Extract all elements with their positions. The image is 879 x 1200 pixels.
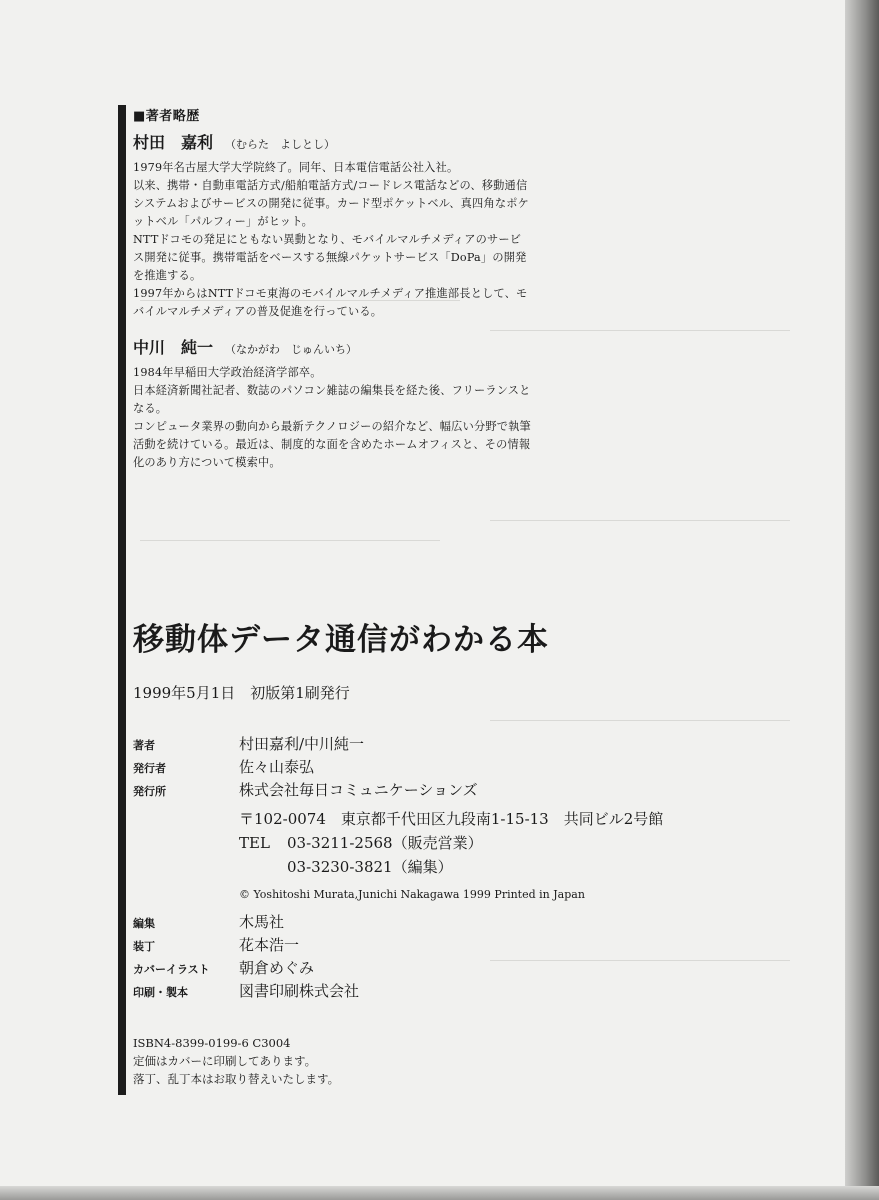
credit-value: 図書印刷株式会社 [239,982,360,1000]
author-bio-section [133,105,813,486]
author-name-nakagawa [133,335,813,358]
bio-heading: ■著者略歴 [133,109,200,124]
bio-line: 1984年早稲田大学政治経済学部卒。 [133,366,322,379]
author-bio-murata [133,159,813,321]
office-label: 発行所 [133,785,166,798]
bio-line: 1979年名古屋大学大学院終了。同年、日本電信電話公社入社。 [133,161,459,174]
bio-line: ットベル「パルフィー」がヒット。 [133,215,313,228]
author-name-text: 村田 嘉利 [133,133,214,152]
author-name-murata [133,130,813,153]
author-label: 著者 [133,739,155,752]
bio-line: 活動を続けている。最近は、制度的な面を含めたホームオフィスと、その情報 [133,438,531,451]
contact-block [239,808,663,880]
copyright-notice: © Yoshitoshi Murata,Junichi Nakagawa 1999 Printed in Japan [239,888,585,901]
vertical-rule [118,105,126,1095]
bio-line: 1997年からはNTTドコモ東海のモバイルマルチメディア推進部長として、モ [133,287,528,300]
credit-label: 印刷・製本 [133,986,188,999]
author-value: 村田嘉利/中川純一 [239,735,365,753]
show-through-line [140,540,440,541]
publisher-value: 佐々山泰弘 [239,758,315,776]
author-bio-nakagawa [133,364,813,472]
credit-label: カバーイラスト [133,963,210,976]
office-value: 株式会社毎日コミュニケーションズ [239,781,478,799]
bio-line: を推進する。 [133,269,202,282]
footer-notes [133,1034,339,1088]
bio-line: 日本経済新聞社記者、数誌のパソコン雑誌の編集長を経た後、フリーランスと [133,384,531,397]
tel-editorial-line [239,856,663,880]
publisher-label: 発行者 [133,762,166,775]
credit-label: 装丁 [133,940,155,953]
address: 〒102-0074 東京都千代田区九段南1-15-13 共同ビル2号館 [239,810,664,828]
tel-sales: 03-3211-2568（販売営業） [287,834,483,852]
show-through-line [490,720,790,721]
bio-line: NTTドコモの発足にともない異動となり、モバイルマルチメディアのサービ [133,233,522,246]
bio-line: ス開発に従事。携帯電話をベースする無線パケットサービス「DoPa」の開発 [133,251,527,264]
author-reading: （なかがわ じゅんいち） [225,343,358,356]
credit-value: 木馬社 [239,913,285,931]
author-reading: （むらた よしとし） [225,138,336,151]
credit-value: 花本浩一 [239,936,300,954]
page-bottom-edge [0,1186,879,1200]
bio-line: バイルマルチメディアの普及促進を行っている。 [133,305,383,318]
show-through-line [490,520,790,521]
price-note: 定価はカバーに印刷してあります。 [133,1054,317,1068]
replace-note: 落丁、乱丁本はお取り替えいたします。 [133,1072,340,1086]
tel-editorial: 03-3230-3821（編集） [287,858,453,876]
tel-sales-line [239,832,663,856]
bio-line: 以来、携帯・自動車電話方式/船舶電話方式/コードレス電話などの、移動通信 [133,179,528,192]
credit-label: 編集 [133,917,155,930]
tel-label: TEL [239,834,270,852]
bio-line: コンピュータ業界の動向から最新テクノロジーの紹介など、幅広い分野で執筆 [133,420,531,433]
show-through-line [490,960,790,961]
bio-line: なる。 [133,402,168,415]
author-name-text: 中川 純一 [133,338,214,357]
edition-date: 1999年5月1日 初版第1刷発行 [133,684,350,702]
page-edge-shadow [845,0,879,1200]
bio-line: 化のあり方について模索中。 [133,456,281,469]
bio-line: システムおよびサービスの開発に従事。カード型ポケットベル、真四角なポケ [133,197,529,210]
book-title: 移動体データ通信がわかる本 [133,622,549,658]
credit-value: 朝倉めぐみ [239,959,315,977]
isbn: ISBN4-8399-0199-6 C3004 [133,1036,291,1050]
